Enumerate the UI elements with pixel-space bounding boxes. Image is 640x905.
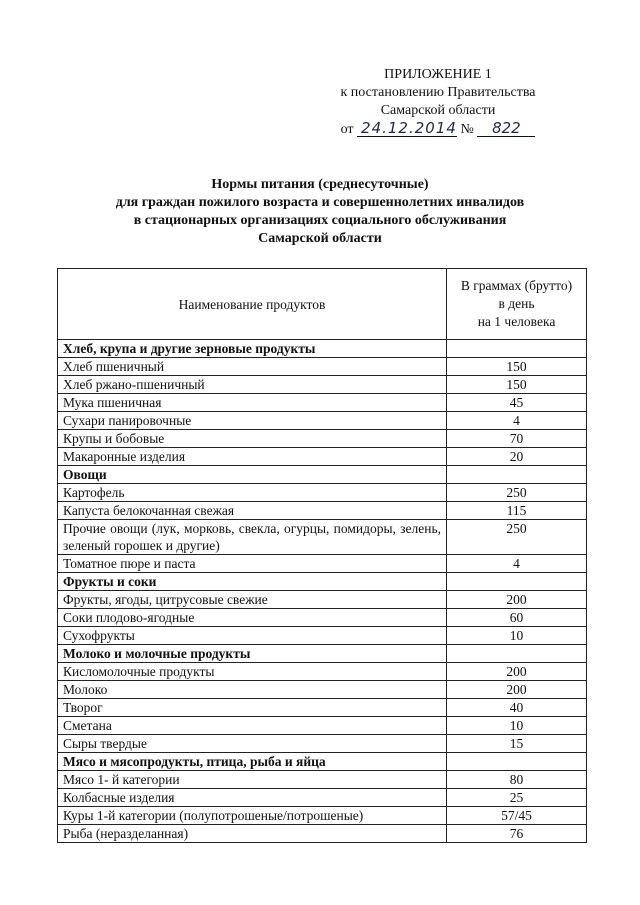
product-name: Соки плодово-ягодные	[58, 609, 447, 627]
product-name: Макаронные изделия	[58, 448, 447, 466]
category-row	[58, 573, 587, 591]
table-row	[58, 789, 587, 807]
table-row	[58, 502, 587, 520]
handwritten-date: 24.12.2014	[357, 120, 457, 137]
product-name: Молоко	[58, 681, 447, 699]
table-row	[58, 376, 587, 394]
product-name: Колбасные изделия	[58, 789, 447, 807]
grams-per-day: 150	[447, 376, 587, 394]
table-header-row	[58, 269, 587, 340]
table-row	[58, 412, 587, 430]
product-name: Кисломолочные продукты	[58, 663, 447, 681]
category-name: Хлеб, крупа и другие зерновые продукты	[58, 340, 447, 358]
table-row	[58, 807, 587, 825]
product-name: Капуста белокочанная свежая	[58, 502, 447, 520]
grams-per-day: 200	[447, 681, 587, 699]
quantity-header-line-3: на 1 человека	[477, 314, 556, 329]
table-body	[58, 340, 587, 843]
grams-per-day: 250	[447, 520, 587, 555]
appendix-date-number-line	[318, 120, 558, 139]
product-name: Куры 1-й категории (полупотрошеные/потрошеные)	[58, 807, 447, 825]
table-row	[58, 430, 587, 448]
table-row	[58, 681, 587, 699]
appendix-region-line: Самарской области	[380, 103, 496, 118]
product-name: Сыры твердые	[58, 735, 447, 753]
grams-per-day: 76	[447, 825, 587, 843]
table-row	[58, 609, 587, 627]
table-row	[58, 448, 587, 466]
table-row	[58, 555, 587, 573]
table-row	[58, 520, 587, 555]
from-label: от	[340, 122, 354, 137]
grams-per-day: 15	[447, 735, 587, 753]
product-name: Сухофрукты	[58, 627, 447, 645]
grams-per-day	[447, 466, 587, 484]
category-name: Молоко и молочные продукты	[58, 645, 447, 663]
grams-per-day: 10	[447, 627, 587, 645]
grams-per-day	[447, 753, 587, 771]
category-name: Фрукты и соки	[58, 573, 447, 591]
table-row	[58, 771, 587, 789]
table-row	[58, 825, 587, 843]
title-line-1: Нормы питания (среднесуточные)	[211, 177, 429, 192]
appendix-title: ПРИЛОЖЕНИЕ 1	[384, 67, 492, 82]
table-row	[58, 735, 587, 753]
grams-per-day: 4	[447, 412, 587, 430]
grams-per-day: 4	[447, 555, 587, 573]
appendix-block	[318, 66, 558, 139]
product-name: Картофель	[58, 484, 447, 502]
grams-per-day: 80	[447, 771, 587, 789]
grams-per-day	[447, 645, 587, 663]
table-row	[58, 699, 587, 717]
grams-per-day: 200	[447, 591, 587, 609]
product-name: Мясо 1- й категории	[58, 771, 447, 789]
product-name: Творог	[58, 699, 447, 717]
document-title	[60, 176, 580, 248]
table-row	[58, 484, 587, 502]
grams-per-day: 40	[447, 699, 587, 717]
table-row	[58, 627, 587, 645]
table-row	[58, 358, 587, 376]
column-header-name: Наименование продуктов	[58, 269, 447, 340]
product-name: Томатное пюре и паста	[58, 555, 447, 573]
table-row	[58, 591, 587, 609]
product-name: Фрукты, ягоды, цитрусовые свежие	[58, 591, 447, 609]
grams-per-day: 45	[447, 394, 587, 412]
product-name: Сметана	[58, 717, 447, 735]
grams-per-day: 150	[447, 358, 587, 376]
table-row	[58, 394, 587, 412]
appendix-resolution-line: к постановлению Правительства	[340, 85, 536, 100]
category-name: Мясо и мясопродукты, птица, рыба и яйца	[58, 753, 447, 771]
product-name: Сухари панировочные	[58, 412, 447, 430]
grams-per-day	[447, 340, 587, 358]
product-name: Крупы и бобовые	[58, 430, 447, 448]
title-line-3: в стационарных организациях социального обслуживания	[133, 213, 507, 228]
grams-per-day	[447, 573, 587, 591]
grams-per-day: 70	[447, 430, 587, 448]
category-name: Овощи	[58, 466, 447, 484]
quantity-header-line-1: В граммах (брутто)	[460, 278, 573, 293]
grams-per-day: 200	[447, 663, 587, 681]
grams-per-day: 25	[447, 789, 587, 807]
title-line-4: Самарской области	[258, 231, 382, 246]
product-name: Рыба (неразделанная)	[58, 825, 447, 843]
grams-per-day: 20	[447, 448, 587, 466]
product-name: Прочие овощи (лук, морковь, свекла, огурцы, помидоры, зелень, зеленый горошек и другие)	[58, 520, 447, 555]
grams-per-day: 57/45	[447, 807, 587, 825]
category-row	[58, 466, 587, 484]
table-row	[58, 717, 587, 735]
column-header-quantity	[447, 269, 587, 340]
handwritten-number: 822	[477, 120, 535, 137]
table-row	[58, 663, 587, 681]
grams-per-day: 250	[447, 484, 587, 502]
category-row	[58, 753, 587, 771]
product-name: Мука пшеничная	[58, 394, 447, 412]
product-name: Хлеб пшеничный	[58, 358, 447, 376]
title-line-2: для граждан пожилого возраста и совершеннолетних инвалидов	[115, 195, 525, 210]
product-name: Хлеб ржано-пшеничный	[58, 376, 447, 394]
number-label: №	[460, 122, 474, 137]
category-row	[58, 645, 587, 663]
grams-per-day: 10	[447, 717, 587, 735]
nutrition-norms-table	[57, 268, 587, 843]
grams-per-day: 60	[447, 609, 587, 627]
category-row	[58, 340, 587, 358]
quantity-header-line-2: в день	[498, 296, 535, 311]
grams-per-day: 115	[447, 502, 587, 520]
